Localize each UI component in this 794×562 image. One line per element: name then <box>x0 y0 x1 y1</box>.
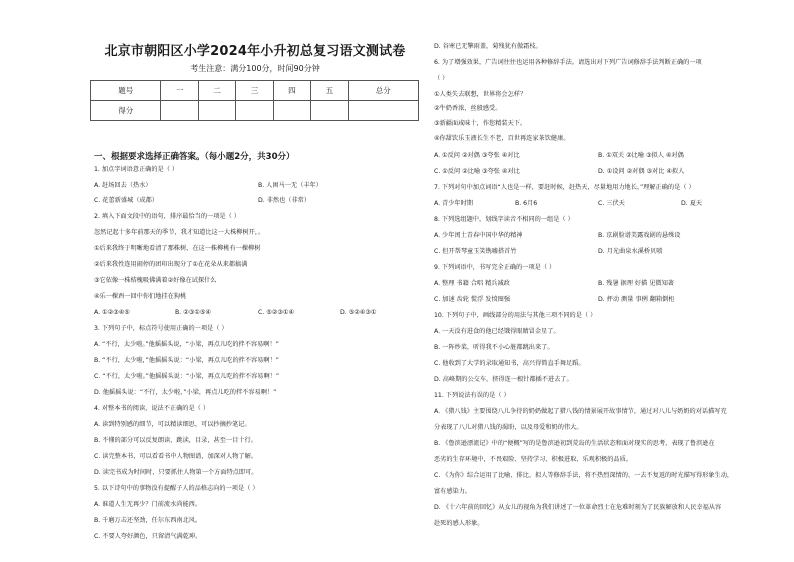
option-line: D. ①设问 ②对偶 ③对比 ④拟人 <box>598 168 685 175</box>
option-line: D. 夏天 <box>681 200 703 207</box>
option-line: B. “不行，太少啦，”他摇摇头说：“小梁，再点儿吃的拌不容易啊！” <box>94 357 279 364</box>
option-line: A. 少年闰土青春中国中华的精神 <box>434 232 523 239</box>
option-line-continued: 赴死的感人形象。 <box>434 520 484 527</box>
option-line: A. ①②③④⑤ <box>94 309 130 316</box>
question-line: 9. 下列词语中，书写完全正确的一项是（ ） <box>434 264 556 271</box>
option-line: D. 读完书成为时间时，只要抓住人物第一个方面特点即可。 <box>94 469 258 476</box>
option-line-continued: 恶劣的生存环境中，不畏艰险、坚持学习、积极进取、乐观积极的品质。 <box>434 456 632 463</box>
question-line: （ ） <box>434 75 449 82</box>
score-header-cell: 总分 <box>348 81 418 101</box>
score-header-cell: 三 <box>236 81 273 101</box>
score-header-cell: 题号 <box>91 81 161 101</box>
option-line: C. 读完整本书，可以看看书中人物图谱，加深对人物了解。 <box>94 453 257 460</box>
option-line: C. 三伏天 <box>598 200 625 207</box>
question-line: 7. 下列对句中加点词语“人也是一样，要赶时候，赶热天，尽量地用力地长。”理解正确的是（ ） <box>434 184 695 191</box>
option-line: A. ①反问 ②对偶 ③夸张 ④对比 <box>434 152 520 159</box>
score-cell <box>273 101 310 121</box>
score-cell <box>236 101 273 121</box>
option-line-continued: 分表现了八儿对猎八钱的渴盼，以及母爱和奶的伟大。 <box>434 424 583 431</box>
exam-title: 北京市朝阳区小学2024年小升初总复习语文测试卷 <box>104 44 406 59</box>
option-line: C. 但开帮琴童玉笑镌嘘搭首竹 <box>434 248 517 255</box>
question-line: 10. 下列句子中，画线部分的用法与其他三项不同的是（ ） <box>434 312 597 319</box>
score-header-cell: 一 <box>161 81 198 101</box>
question-line: 2. 填入下面文段中的语句，排序最恰当的一项是（ ） <box>94 213 240 220</box>
option-line: C. 加速 齿轮 慌浮 发愤图强 <box>434 296 511 303</box>
text-line: ①人类失去联想，世界将会怎样？ <box>434 91 527 98</box>
option-line: D. 他摇摇头说：“不行，太少啦，”小梁，再点儿吃的拌不容易啊！” <box>94 389 277 396</box>
option-line: A. 谁道人生无再少？门前流水尚能西。 <box>94 501 202 508</box>
text-line: ④乐一棵酉一回中你们地挂在狗桃 <box>94 293 187 300</box>
option-line: B. 6月6 <box>515 200 538 207</box>
option-line: B. 千磨万击还坚劲，任尔东西南北风。 <box>94 517 202 524</box>
option-line: A. 整理 书籍 合唱 精兵减政 <box>434 280 510 287</box>
option-line: A. 《猎八钱》主要围绕八儿争待的奶奶做起了猎八钱的情景展开故事情节，通过对八儿与奶奶的对话描写充 <box>434 408 727 415</box>
score-cell <box>198 101 235 121</box>
option-line: A. “不行，太少啦。”他摇摇头说，“小梁，再点儿吃的拌不容易啊！” <box>94 341 279 348</box>
question-line: 6. 为了增强效果，广告词往往也运用各种修辞手法。请选出对下列广告词修辞手法判断正确的一项 <box>434 59 702 66</box>
exam-notice: 考生注意：满分100分，时间90分钟 <box>190 64 320 73</box>
option-line: C. ①反问 ②比喻 ③夸张 ④对比 <box>434 168 520 175</box>
option-line: B. ②③①⑤④ <box>175 309 211 316</box>
text-line: ④你甜饮乐玉液长生不老，百世再连家茶饮健康。 <box>434 135 570 142</box>
score-table-header-row <box>91 81 419 101</box>
option-line: D. 抨动 测量 事例 翻箱倒柜 <box>598 296 675 303</box>
text-line: 忽然记起十多年前那天的季节，我才知道比这一大株柳树开，。 <box>94 229 265 236</box>
text-line: ②后来我性连用闹停的团印出现分了①在花朵从来都搞满 <box>94 261 248 268</box>
score-cell <box>161 101 198 121</box>
option-line: D. 谷寒已无擎雨盖，菊残犹有傲霜枝。 <box>434 43 542 50</box>
option-line: A. 青少年时期 <box>434 200 473 207</box>
text-line: ③新疆面咸味十，作您精装天下。 <box>434 120 527 127</box>
option-line: B. 《鲁滨逊漂流记》中的“便概”写的是鲁滨逊初到荒岛的生活状态和面对现实的思考，表现了鲁滨逊在 <box>434 440 715 447</box>
option-line: B. ①双关 ②比喻 ③拟人 ④对偶 <box>598 152 684 159</box>
option-line: D. ⑤②④③① <box>340 309 377 316</box>
option-line: C. 《为你》综合运用了比喻、排比、拟人等修辞手法，将不热烈深情的、一去不复返的时光描写得形象生动， <box>434 472 734 479</box>
option-line: D. 非然也（非常） <box>258 197 311 204</box>
score-row-label: 得分 <box>91 101 161 121</box>
option-line: A. 读到特别感的细节，可以精读细思，可以抄摘抄笔记。 <box>94 421 251 428</box>
question-line: 11. 下列说法有误的是（ ） <box>434 392 510 399</box>
score-header-cell: 二 <box>198 81 235 101</box>
option-line: D. 月光曲泉水溪桥贝喷 <box>598 248 663 255</box>
option-line: B. 残暑 据理 好描 见微知著 <box>598 280 674 287</box>
option-line: B. 一阵炒菜，听得我不小心脏都跳出来了。 <box>434 344 554 351</box>
option-line: D. 高峰期的公交车，挤得连一根针都插不进去了。 <box>434 376 573 383</box>
text-line: ①后来我终于明晰地看清了那株树，在这一株柳桃有一棵柳树 <box>94 245 261 252</box>
question-line: 1. 加点字词语意正确的是（ ） <box>94 166 179 173</box>
score-cell <box>348 101 418 121</box>
option-line: B. 京剧脸谱美露戏剧的悬殊设 <box>598 232 681 239</box>
score-header-cell: 四 <box>273 81 310 101</box>
score-table-score-row <box>91 101 419 121</box>
score-cell <box>311 101 348 121</box>
option-line-continued: 富有感染力。 <box>434 488 472 495</box>
option-line: C. 他收到了大学的录取通知书，高兴得简直手舞足蹈。 <box>434 360 585 367</box>
question-line: 3. 下列句子中，标点符号使用正确的一项是（ ） <box>94 325 228 332</box>
text-line: ②牛奶香浓，丝般感受。 <box>434 105 502 112</box>
option-line: B. 不懂的部分可以反复朗读，跳读，目录，甚至一目十行。 <box>94 437 257 444</box>
text-line: ③它依像一株桔槐吸佛满着②好像在试探什么 <box>94 277 217 284</box>
option-line: C. 花蕾新盛城（成都） <box>94 197 158 204</box>
question-line: 5. 以下诗句中的事物没有提醒子人的品格志向的一项是（ ） <box>94 485 259 492</box>
score-table <box>90 80 419 121</box>
option-line: A. 赶场回去（热水） <box>94 182 152 189</box>
option-line: C. “不行，太少啦。”他摇摇头说：“小梁，再点儿吃的拌不容易啊！” <box>94 373 280 380</box>
option-line: A. 一天没有进食的他已经饿得眼睛冒金星了。 <box>434 328 560 335</box>
score-header-cell: 五 <box>311 81 348 101</box>
section-heading: 一、根据要求选择正确答案。（每小题2分，共30分） <box>94 152 295 162</box>
question-line: 8. 下列选组题中，划线字读音不相同的一组是（ ） <box>434 216 574 223</box>
option-line: D. 《十六年前的回忆》从女儿的视角为我们讲述了一位革命烈士在危难时刻为了民族解放和人民幸福从容 <box>434 504 722 511</box>
question-line: 4. 对整本书的阅读，说法不正确的是（ ） <box>94 405 210 412</box>
option-line: C. ⑤②③①④ <box>258 309 294 316</box>
option-line: C. 不要人夸好颜色，只留清气满乾坤。 <box>94 533 202 540</box>
option-line: B. 人困马一无（丰年） <box>258 182 322 189</box>
